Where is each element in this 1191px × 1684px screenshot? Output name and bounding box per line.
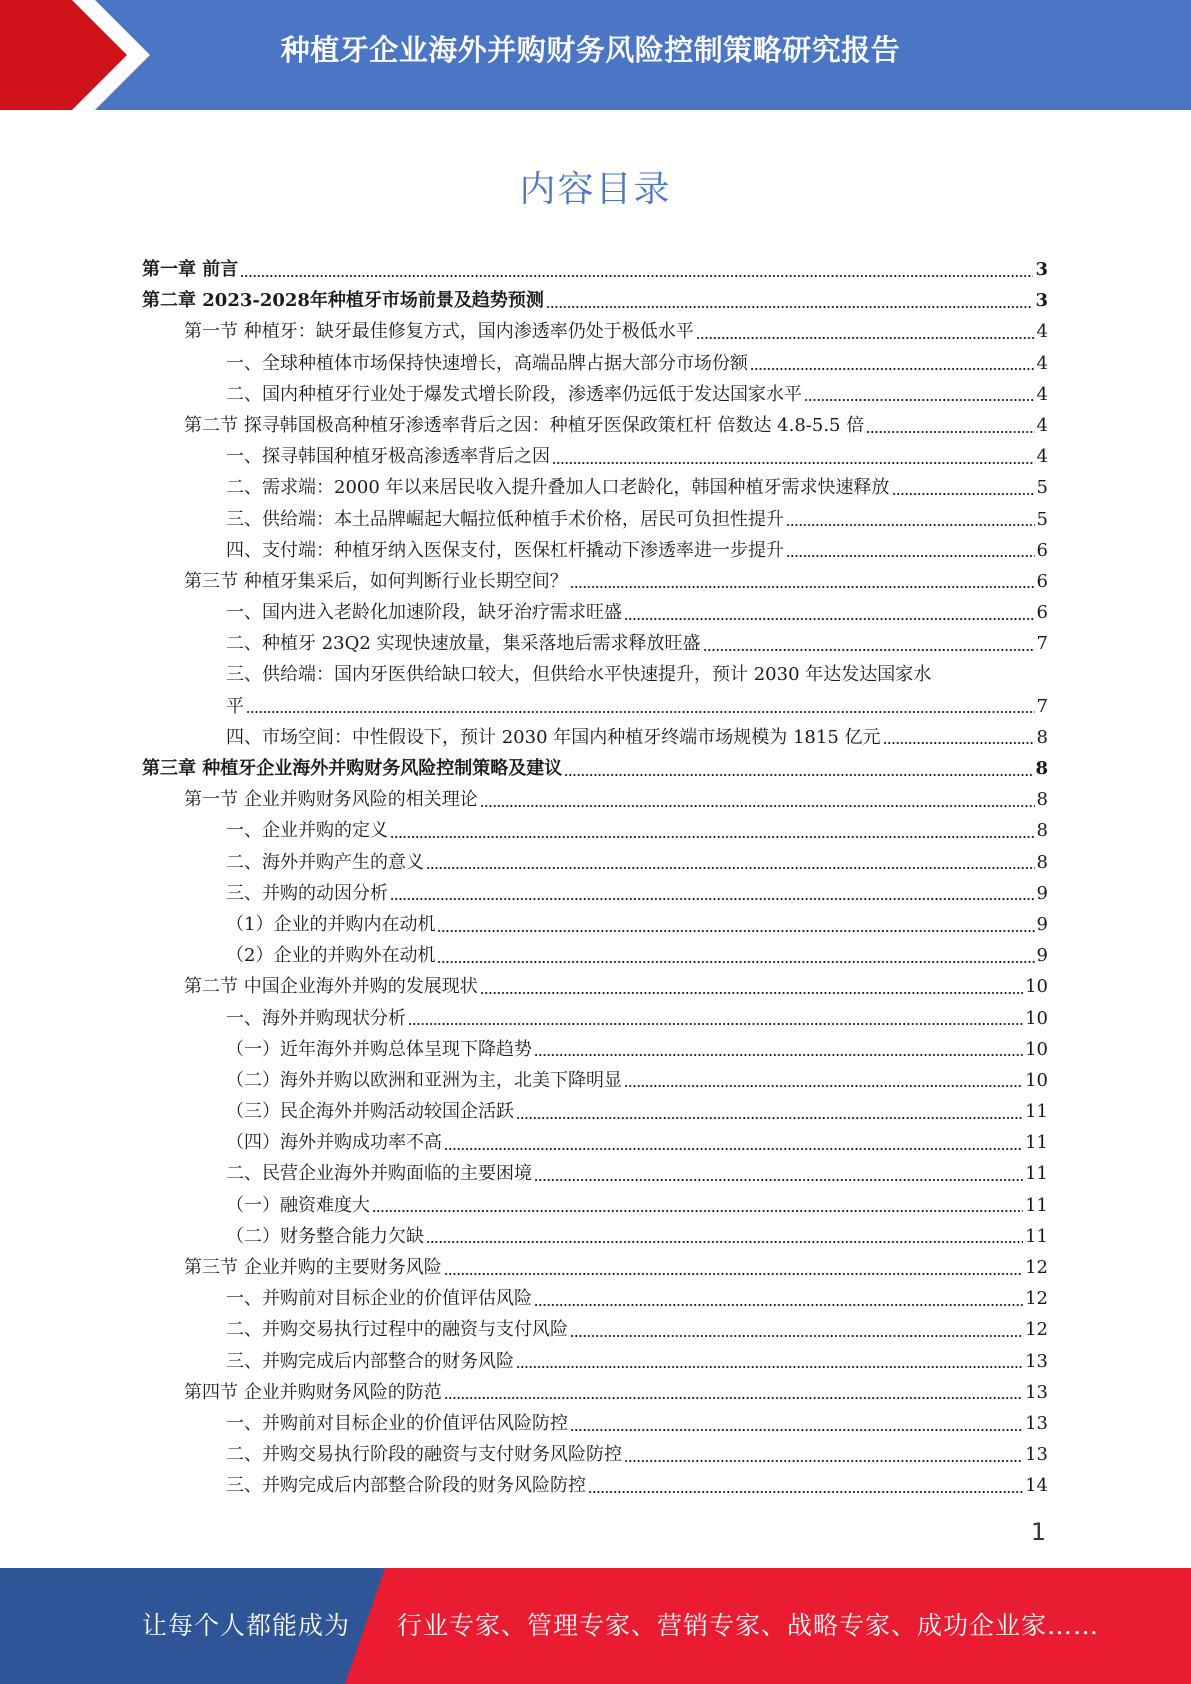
toc-entry-label: 二、国内种植牙行业处于爆发式增长阶段，渗透率仍远低于发达国家水平 [226, 383, 802, 405]
footer-slogan-right: 行业专家、管理专家、营销专家、战略专家、成功企业家…… [397, 1611, 1100, 1640]
toc-entry-label: 第二节 探寻韩国极高种植牙渗透率背后之因：种植牙医保政策杠杆 倍数达 4.8-5.5 倍 [184, 414, 865, 436]
page-number: 1 [1030, 1518, 1046, 1546]
toc-entry-page-number: 10 [1025, 1069, 1048, 1091]
toc-entry-page-number: 8 [1035, 758, 1048, 779]
toc-entry-page-number: 13 [1025, 1412, 1048, 1434]
toc-entry-label: 三、并购的动因分析 [226, 882, 388, 904]
toc-entry[interactable] [142, 441, 1048, 472]
toc-entry-label: 一、企业并购的定义 [226, 820, 388, 842]
toc-list [142, 254, 1048, 1502]
toc-entry-page-number: 8 [1036, 726, 1048, 748]
toc-entry-page-number: 4 [1036, 446, 1048, 468]
toc-entry-page-number: 13 [1025, 1350, 1048, 1372]
toc-dot-leader [804, 396, 1035, 404]
toc-entry-label: 第一章 前言 [142, 259, 239, 280]
toc-entry[interactable] [142, 504, 1048, 535]
toc-entry-label: 一、并购前对目标企业的价值评估风险 [226, 1288, 532, 1310]
toc-entry-page-number: 9 [1036, 882, 1048, 904]
toc-entry-page-number: 4 [1036, 383, 1048, 405]
toc-entry-page-number: 6 [1036, 570, 1048, 592]
toc-entry[interactable] [142, 1408, 1048, 1439]
toc-entry-page-number: 10 [1025, 976, 1048, 998]
toc-dot-leader [516, 1363, 1023, 1371]
toc-entry-label: （一）近年海外并购总体呈现下降趋势 [226, 1038, 532, 1060]
toc-entry[interactable] [142, 753, 1048, 784]
toc-dot-leader [372, 1207, 1023, 1215]
toc-entry-label: （1）企业的并购内在动机 [226, 913, 436, 935]
toc-entry[interactable] [142, 1346, 1048, 1377]
toc-entry-label: 三、供给端：国内牙医供给缺口较大，但供给水平快速提升，预计 2030 年达发达国家水 [226, 664, 932, 686]
toc-entry-label: 二、并购交易执行过程中的融资与支付风险 [226, 1319, 568, 1341]
toc-entry-page-number: 5 [1036, 508, 1048, 530]
toc-dot-leader [480, 802, 1035, 810]
toc-entry-label: 第一节 种植牙：缺牙最佳修复方式，国内渗透率仍处于极低水平 [184, 321, 694, 343]
toc-entry[interactable] [142, 878, 1048, 909]
toc-entry-page-number: 3 [1035, 290, 1048, 312]
toc-dot-leader [750, 365, 1035, 373]
toc-dot-leader [444, 1394, 1023, 1402]
toc-entry-label: 二、海外并购产生的意义 [226, 851, 424, 873]
toc-entry-page-number: 7 [1036, 695, 1048, 717]
toc-entry-page-number: 12 [1025, 1288, 1048, 1310]
toc-entry-label: 一、海外并购现状分析 [226, 1007, 406, 1029]
toc-entry-label: 第四节 企业并购财务风险的防范 [184, 1381, 442, 1403]
toc-entry-page-number: 4 [1036, 321, 1048, 343]
toc-entry-label: 三、并购完成后内部整合阶段的财务风险防控 [226, 1475, 586, 1497]
toc-dot-leader [246, 708, 1035, 716]
toc-entry-label: 第二节 中国企业海外并购的发展现状 [184, 976, 478, 998]
toc-dot-leader [546, 303, 1034, 311]
toc-entry[interactable] [142, 1283, 1048, 1314]
toc-dot-leader [588, 1488, 1023, 1496]
toc-entry-label: 一、并购前对目标企业的价值评估风险防控 [226, 1412, 568, 1434]
toc-entry-page-number: 8 [1036, 789, 1048, 811]
toc-entry-page-number: 11 [1025, 1194, 1048, 1216]
toc-entry-label: 三、供给端：本土品牌崛起大幅拉低种植手术价格，居民可负担性提升 [226, 508, 784, 530]
toc-entry[interactable] [142, 472, 1048, 503]
toc-entry-page-number: 11 [1025, 1163, 1048, 1185]
toc-entry[interactable] [142, 940, 1048, 971]
toc-dot-leader [426, 1238, 1023, 1246]
toc-entry-page-number: 6 [1036, 602, 1048, 624]
toc-dot-leader [570, 1426, 1023, 1434]
header-banner [0, 0, 1191, 110]
toc-entry-label: 四、市场空间：中性假设下，预计 2030 年国内种植牙终端市场规模为 1815 亿元 [226, 726, 881, 748]
toc-entry-page-number: 9 [1036, 913, 1048, 935]
toc-entry-label: （2）企业的并购外在动机 [226, 945, 436, 967]
toc-entry-label: 第三章 种植牙企业海外并购财务风险控制策略及建议 [142, 758, 563, 779]
report-title: 种植牙企业海外并购财务风险控制策略研究报告 [280, 33, 901, 67]
toc-entry[interactable] [142, 1158, 1048, 1189]
toc-dot-leader [437, 927, 1034, 935]
toc-dot-leader [786, 552, 1035, 560]
toc-entry[interactable] [142, 1034, 1048, 1065]
toc-entry-label: （四）海外并购成功率不高 [226, 1132, 442, 1154]
toc-entry[interactable] [142, 1470, 1048, 1501]
toc-entry[interactable] [142, 1252, 1048, 1283]
toc-entry-page-number: 3 [1035, 259, 1048, 280]
toc-entry-page-number: 14 [1025, 1475, 1048, 1497]
toc-dot-leader [534, 1301, 1023, 1309]
toc-dot-leader [534, 1176, 1023, 1184]
toc-entry-page-number: 8 [1036, 851, 1048, 873]
toc-dot-leader [866, 428, 1034, 436]
toc-entry[interactable] [142, 254, 1048, 285]
toc-entry[interactable] [142, 316, 1048, 347]
toc-dot-leader [390, 833, 1035, 841]
toc-entry[interactable] [142, 285, 1048, 316]
toc-dot-leader [444, 1270, 1023, 1278]
toc-title: 内容目录 [519, 169, 672, 210]
toc-entry-label: 一、国内进入老龄化加速阶段，缺牙治疗需求旺盛 [226, 602, 622, 624]
toc-dot-leader [564, 771, 1033, 779]
toc-entry-continuation [226, 691, 1048, 722]
toc-entry-page-number: 4 [1036, 414, 1048, 436]
toc-entry-label: （二）海外并购以欧洲和亚洲为主，北美下降明显 [226, 1069, 622, 1091]
toc-entry-page-number: 6 [1036, 539, 1048, 561]
toc-dot-leader [703, 646, 1035, 654]
toc-dot-leader [786, 521, 1035, 529]
toc-entry-label: 二、需求端：2000 年以来居民收入提升叠加人口老龄化，韩国种植牙需求快速释放 [226, 477, 890, 499]
toc-entry-page-number: 11 [1025, 1101, 1048, 1123]
toc-entry-page-number: 7 [1036, 633, 1048, 655]
toc-entry-page-number: 10 [1025, 1007, 1048, 1029]
toc-dot-leader [408, 1020, 1023, 1028]
toc-entry[interactable] [142, 1314, 1048, 1345]
toc-entry[interactable] [142, 1065, 1048, 1096]
toc-entry-label: 一、探寻韩国种植牙极高渗透率背后之因 [226, 446, 550, 468]
footer-slogan-left: 让每个人都能成为 [142, 1611, 351, 1640]
toc-dot-leader [516, 1114, 1023, 1122]
toc-entry[interactable] [142, 722, 1048, 753]
toc-entry-page-number: 12 [1025, 1257, 1048, 1278]
toc-entry-page-number: 4 [1036, 352, 1048, 374]
toc-entry[interactable] [142, 847, 1048, 878]
toc-dot-leader [570, 1332, 1023, 1340]
toc-entry[interactable] [142, 1377, 1048, 1408]
toc-entry[interactable] [142, 1127, 1048, 1158]
toc-entry-label: （二）财务整合能力欠缺 [226, 1225, 424, 1247]
toc-entry-label: 第一节 企业并购财务风险的相关理论 [184, 789, 478, 811]
toc-entry-page-number: 8 [1036, 820, 1048, 842]
toc-dot-leader [534, 1051, 1023, 1059]
toc-dot-leader [696, 334, 1035, 342]
toc-entry[interactable] [142, 1439, 1048, 1470]
toc-dot-leader [444, 1145, 1023, 1153]
toc-entry-label: 一、全球种植体市场保持快速增长，高端品牌占据大部分市场份额 [226, 352, 748, 374]
toc-entry-page-number: 9 [1036, 945, 1048, 967]
toc-entry-page-number: 11 [1025, 1132, 1048, 1154]
toc-entry-label: 二、民营企业海外并购面临的主要困境 [226, 1163, 532, 1185]
toc-entry[interactable] [142, 659, 1048, 721]
toc-dot-leader [892, 490, 1035, 498]
toc-dot-leader [624, 1457, 1023, 1465]
toc-entry-label: 第三节 种植牙集采后，如何判断行业长期空间？ [184, 570, 568, 592]
toc-entry[interactable] [142, 535, 1048, 566]
toc-entry[interactable] [142, 597, 1048, 628]
toc-entry-label: 三、并购完成后内部整合的财务风险 [226, 1350, 514, 1372]
toc-entry[interactable] [142, 815, 1048, 846]
toc-dot-leader [240, 272, 1033, 280]
toc-entry-page-number: 13 [1025, 1381, 1048, 1403]
toc-entry-page-number: 12 [1025, 1319, 1048, 1341]
toc-entry-label: 二、种植牙 23Q2 实现快速放量，集采落地后需求释放旺盛 [226, 633, 701, 655]
toc-entry[interactable] [142, 410, 1048, 441]
toc-dot-leader [624, 615, 1035, 623]
toc-dot-leader [437, 958, 1034, 966]
toc-entry[interactable] [142, 909, 1048, 940]
toc-entry-label: 四、支付端：种植牙纳入医保支付，医保杠杆撬动下渗透率进一步提升 [226, 539, 784, 561]
toc-entry-label: 平 [226, 695, 244, 717]
toc-dot-leader [624, 1082, 1023, 1090]
toc-entry[interactable] [142, 566, 1048, 597]
toc-entry[interactable] [142, 1003, 1048, 1034]
toc-entry-label: （一）融资难度大 [226, 1194, 370, 1216]
toc-entry-page-number: 10 [1025, 1038, 1048, 1060]
toc-entry-page-number: 5 [1036, 477, 1048, 499]
toc-dot-leader [480, 989, 1023, 997]
toc-entry-label: 第三节 企业并购的主要财务风险 [184, 1257, 442, 1278]
toc-dot-leader [883, 739, 1035, 747]
toc-dot-leader [552, 459, 1035, 467]
toc-entry-page-number: 11 [1025, 1225, 1048, 1247]
toc-entry[interactable] [142, 1221, 1048, 1252]
toc-entry-label: 二、并购交易执行阶段的融资与支付财务风险防控 [226, 1444, 622, 1466]
toc-dot-leader [570, 583, 1035, 591]
toc-entry[interactable] [142, 784, 1048, 815]
footer-banner [0, 1568, 1191, 1684]
toc-entry[interactable] [142, 628, 1048, 659]
toc-entry-page-number: 13 [1025, 1444, 1048, 1466]
toc-entry[interactable] [142, 1190, 1048, 1221]
toc-entry-label: 第二章 2023-2028年种植牙市场前景及趋势预测 [142, 290, 544, 312]
toc-dot-leader [390, 895, 1035, 903]
toc-entry[interactable] [142, 379, 1048, 410]
toc-entry[interactable] [142, 1096, 1048, 1127]
toc-dot-leader [426, 864, 1035, 872]
toc-entry[interactable] [142, 348, 1048, 379]
toc-entry[interactable] [142, 971, 1048, 1002]
toc-entry-label: （三）民企海外并购活动较国企活跃 [226, 1101, 514, 1123]
